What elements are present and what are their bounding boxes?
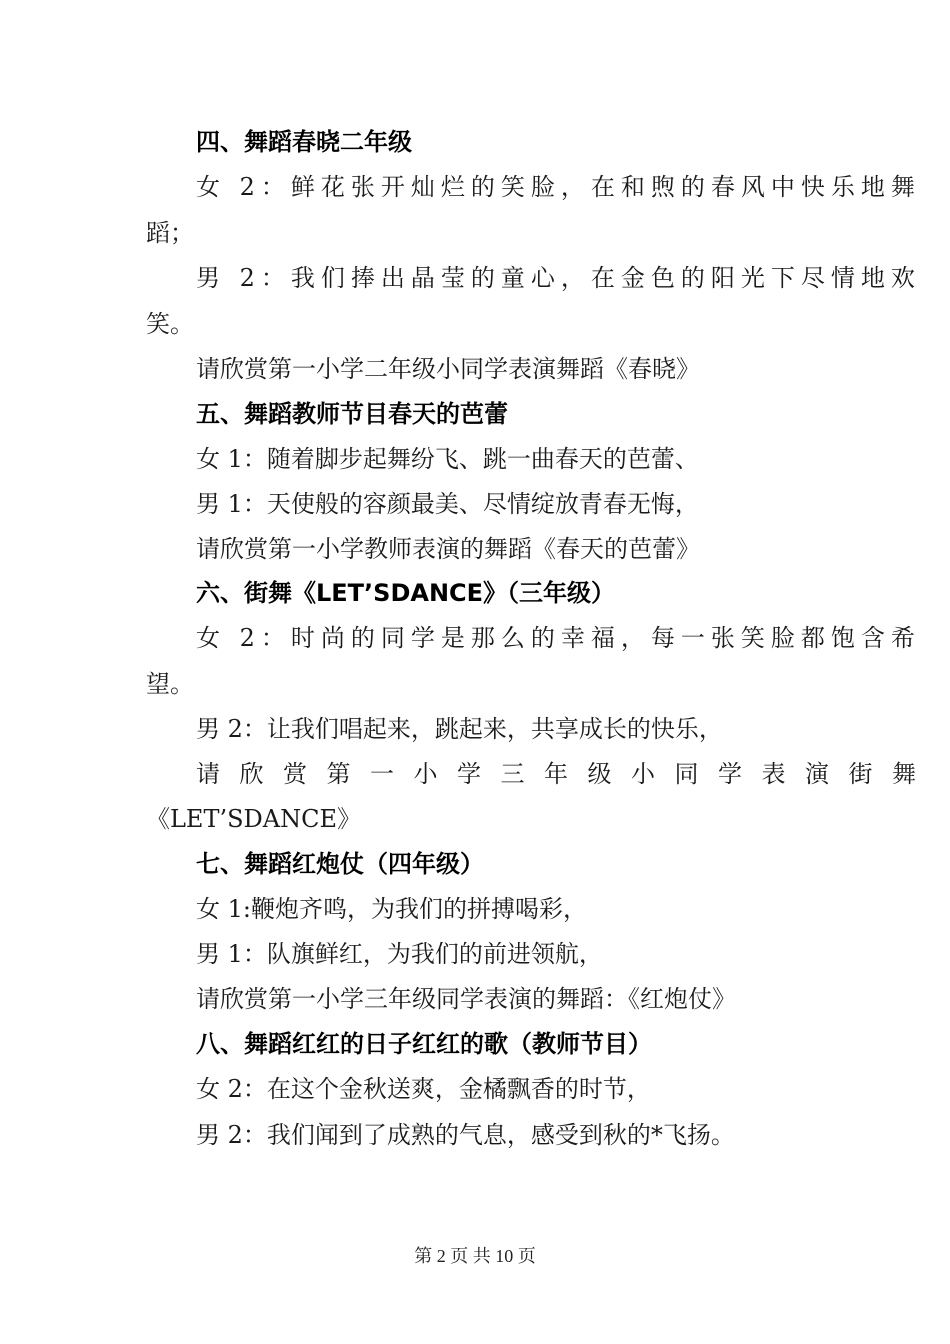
section-heading-4: 四、舞蹈春晓二年级 (196, 128, 412, 156)
paragraph-line: 望。 (146, 670, 194, 698)
section-heading-7: 七、舞蹈红炮仗（四年级） (196, 850, 484, 878)
paragraph-line: 女 1：随着脚步起舞纷飞、跳一曲春天的芭蕾、 (196, 445, 699, 473)
paragraph-line: 请欣赏第一小学三年级小同学表演街舞 (196, 760, 936, 788)
paragraph-line: 男 1：天使般的容颜最美、尽情绽放青春无悔， (196, 490, 699, 518)
paragraph-line: 女 2：在这个金秋送爽，金橘飘香的时节， (196, 1075, 651, 1103)
section-heading-6: 六、街舞《LET’SDANCE》（三年级） (196, 579, 616, 607)
paragraph-line: 男 2：我们闻到了成熟的气息，感受到秋的*飞扬。 (196, 1121, 735, 1149)
paragraph-line: 男 2：让我们唱起来，跳起来，共享成长的快乐， (196, 715, 723, 743)
page-number-footer: 第 2 页 共 10 页 (414, 1246, 536, 1266)
paragraph-line: 男 2：我们捧出晶莹的童心，在金色的阳光下尽情地欢 (196, 264, 921, 292)
paragraph-line: 男 1：队旗鲜红，为我们的前进领航， (196, 940, 603, 968)
paragraph-line: 女 2：鲜花张开灿烂的笑脸，在和煦的春风中快乐地舞 (196, 173, 921, 201)
section-heading-5: 五、舞蹈教师节目春天的芭蕾 (196, 400, 508, 428)
paragraph-line: 《LET’SDANCE》 (146, 805, 361, 833)
paragraph-line: 蹈； (146, 219, 194, 247)
paragraph-line: 请欣赏第一小学三年级同学表演的舞蹈：《红炮仗》 (196, 985, 736, 1013)
section-heading-8: 八、舞蹈红红的日子红红的歌（教师节目） (196, 1030, 652, 1058)
paragraph-line: 女 1:鞭炮齐鸣，为我们的拼搏喝彩， (196, 895, 587, 923)
paragraph-line: 请欣赏第一小学教师表演的舞蹈《春天的芭蕾》 (196, 535, 700, 563)
paragraph-line: 女 2：时尚的同学是那么的幸福，每一张笑脸都饱含希 (196, 624, 921, 652)
paragraph-line: 笑。 (146, 310, 194, 338)
paragraph-line: 请欣赏第一小学二年级小同学表演舞蹈《春晓》 (196, 355, 700, 383)
